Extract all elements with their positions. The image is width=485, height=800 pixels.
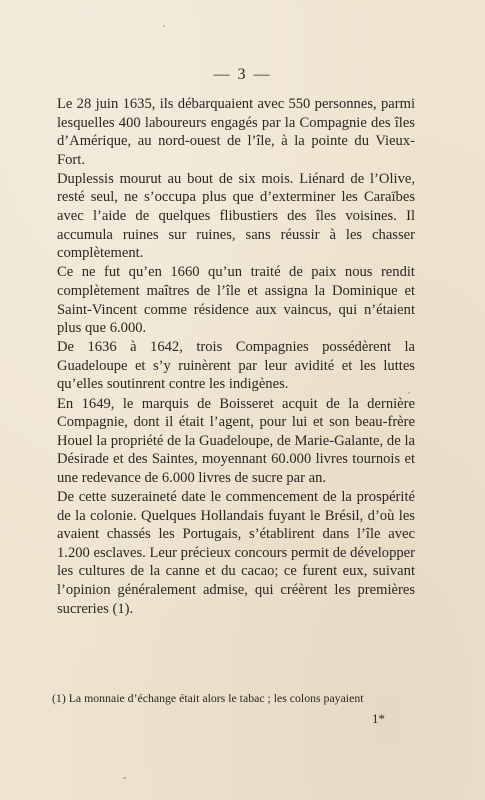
paragraph-3: Ce ne fut qu’en 1660 qu’un traité de paix nous rendit complètement maîtres de l’île et assigna la Dominique et Saint-Vincent comme résidence aux vaincus, qui n’étaient plus que 6.000. xyxy=(57,264,415,337)
paper-speck xyxy=(408,392,410,394)
paragraph-1: Le 28 juin 1635, ils débarquaient avec 550 personnes, parmi lesquelles 400 laboureurs engagés par la Compagnie des îles d’Amérique, au nord-ouest de l’île, à la pointe du Vieux-Fort. xyxy=(57,96,415,168)
paragraph-4: De 1636 à 1642, trois Compagnies possédèrent la Guadeloupe et s’y ruinèrent par leur avidité et les luttes qu’elles soutinrent contre les indigènes. xyxy=(57,339,415,393)
paragraph-2: Duplessis mourut au bout de six mois. Liénard de l’Olive, resté seul, ne s’occupa plus que d’exterminer les Caraïbes avec l’aide de quelques flibustiers des îles voisines. Il accumula ruines sur ruines, sans réussir à les chasser complètement. xyxy=(57,170,415,262)
body-text xyxy=(57,95,415,619)
paragraph-5: En 1649, le marquis de Boisseret acquit de la dernière Compagnie, dont il était l’agent, pour lui et son beau-frère Houel la propriété de la Guadeloupe, de Marie-Galante, de la Désirade et des Saintes, moyennant 60.000 livres tournois et une redevance de 6.000 livres de sucre par an. xyxy=(57,395,415,486)
footnote: (1) La monnaie d’échange était alors le tabac ; les colons payaient xyxy=(52,691,364,705)
paper-speck xyxy=(123,777,126,779)
paper-speck xyxy=(163,25,165,27)
signature-mark: 1* xyxy=(372,711,385,726)
page-number: — 3 — xyxy=(213,66,272,83)
paragraph-6: De cette suzeraineté date le commencement de la prospérité de la colonie. Quelques Hollandais fuyant le Brésil, d’où les avaient chassés les Portugais, s’établirent dans l’île avec 1.200 esclaves. Leur précieux concours permit de développer les cultures de la canne et du cacao; ce furent eux, suivant l’opinion généralement admise, qui créèrent les premières sucreries (1). xyxy=(57,488,415,617)
